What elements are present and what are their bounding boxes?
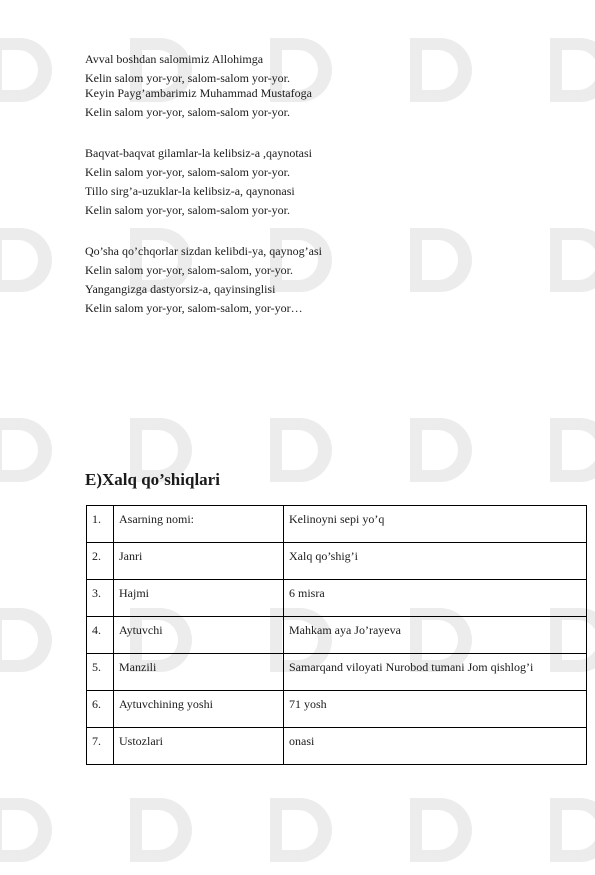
row-key: Aytuvchining yoshi <box>114 691 284 728</box>
row-number: 4. <box>87 617 114 654</box>
stanza-3 <box>85 244 585 316</box>
row-value: Kelinoyni sepi yo’q <box>284 506 587 543</box>
table-row <box>87 506 587 543</box>
table-row <box>87 728 587 765</box>
poem-line: Kelin salom yor-yor, salom-salom, yor-yor… <box>85 301 303 315</box>
poem-line: Keyin Payg’ambarimiz Muhammad Mustafoga <box>85 86 312 100</box>
poem-line: Kelin salom yor-yor, salom-salom yor-yor. <box>85 105 291 119</box>
row-value: 6 misra <box>284 580 587 617</box>
row-key: Janri <box>114 543 284 580</box>
watermark-logo <box>260 410 340 490</box>
table-row <box>87 580 587 617</box>
watermark-logo <box>260 790 340 870</box>
stanza-2 <box>85 146 585 218</box>
row-value: onasi <box>284 728 587 765</box>
poem-line: Kelin salom yor-yor, salom-salom yor-yor. <box>85 71 291 85</box>
section-title: E)Xalq qo’shiqlari <box>85 470 220 489</box>
row-key: Manzili <box>114 654 284 691</box>
poem-line: Kelin salom yor-yor, salom-salom yor-yor. <box>85 165 291 179</box>
row-key: Asarning nomi: <box>114 506 284 543</box>
table-row <box>87 617 587 654</box>
watermark-logo <box>0 30 60 110</box>
watermark-logo <box>120 790 200 870</box>
row-key: Hajmi <box>114 580 284 617</box>
poem-line: Tillo sirg’a-uzuklar-la kelibsiz-a, qaynonasi <box>85 184 295 198</box>
stanza-1 <box>85 52 585 120</box>
poem-line: Qo’sha qo’chqorlar sizdan kelibdi-ya, qaynog’asi <box>85 244 322 258</box>
watermark-logo <box>540 410 595 490</box>
poem-text <box>85 52 585 316</box>
poem-line: Baqvat-baqvat gilamlar-la kelibsiz-a ,qaynotasi <box>85 146 313 160</box>
row-number: 7. <box>87 728 114 765</box>
row-number: 6. <box>87 691 114 728</box>
row-number: 2. <box>87 543 114 580</box>
row-value: Samarqand viloyati Nurobod tumani Jom qishlog’i <box>284 654 587 691</box>
watermark-logo <box>0 220 60 300</box>
info-table-body <box>87 506 587 765</box>
watermark-logo <box>540 790 595 870</box>
watermark-logo <box>400 790 480 870</box>
table-row <box>87 654 587 691</box>
watermark-logo <box>0 600 60 680</box>
poem-line: Kelin salom yor-yor, salom-salom, yor-yor. <box>85 263 294 277</box>
poem-line: Yangangizga dastyorsiz-a, qayinsinglisi <box>85 282 276 296</box>
row-key: Aytuvchi <box>114 617 284 654</box>
poem-line: Avval boshdan salomimiz Allohimga <box>85 52 264 66</box>
table-row <box>87 543 587 580</box>
row-value: 71 yosh <box>284 691 587 728</box>
watermark-logo <box>0 790 60 870</box>
row-value: Mahkam aya Jo’rayeva <box>284 617 587 654</box>
table-row <box>87 691 587 728</box>
poem-line: Kelin salom yor-yor, salom-salom yor-yor. <box>85 203 291 217</box>
row-value: Xalq qo’shig’i <box>284 543 587 580</box>
watermark-logo <box>0 410 60 490</box>
row-number: 5. <box>87 654 114 691</box>
row-key: Ustozlari <box>114 728 284 765</box>
info-table <box>86 505 587 765</box>
row-number: 3. <box>87 580 114 617</box>
row-number: 1. <box>87 506 114 543</box>
watermark-logo <box>400 410 480 490</box>
